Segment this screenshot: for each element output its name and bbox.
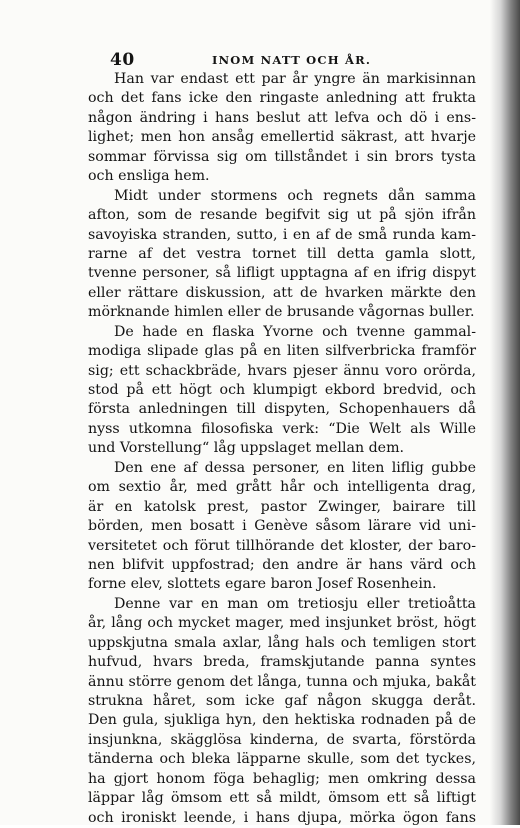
text-line: ännu större genom det långa, tunna och mjuka, bakåt: [88, 673, 476, 690]
text-line: modiga slipade glas på en liten silfverbricka framför: [88, 343, 476, 360]
page-binding-shadow: [490, 0, 520, 825]
text-line: år, lång och mycket mager, med insjunket bröst, högt: [88, 615, 476, 632]
text-line: sommar förvissa sig om tillståndet i sin brors tysta: [88, 148, 476, 165]
text-line: afton, som de resande begifvit sig ut på sjön ifrån: [88, 207, 476, 224]
text-line: Midt under stormens och regnets dån samma: [114, 187, 476, 204]
text-line: läppar låg ömsom ett så mildt, ömsom ett så liftigt: [88, 790, 476, 807]
body-text: [88, 70, 476, 828]
text-line: eller rättare diskussion, att de hvarken märkte den: [88, 284, 476, 301]
text-line: nen blifvit uppfostrad; den andre är hans värd och: [88, 556, 476, 573]
text-line: och ironiskt leende, i hans djupa, mörka ögon fans: [88, 809, 476, 826]
text-line: och ensliga hem.: [88, 168, 210, 185]
text-line: Denne var en man om tretiosju eller tretioåtta: [114, 595, 476, 612]
text-line: und Vorstellung“ låg uppslaget mellan dem.: [88, 440, 405, 457]
text-line: De hade en flaska Yvorne och tvenne gammal-: [114, 323, 476, 340]
text-line: och det fans icke den ringaste anledning att frukta: [88, 90, 476, 107]
text-line: mörknande himlen eller de brusande vågornas buller.: [88, 304, 475, 321]
text-line: hufvud, hvars breda, framskjutande panna syntes: [88, 654, 476, 671]
text-line: versitetet och förut tillhörande det kloster, der baro-: [88, 537, 476, 554]
text-line: stod på ett högt och klumpigt ekbord bredvid, och: [88, 382, 476, 398]
text-line: någon ändring i hans beslut att lefva och dö i ens-: [88, 109, 476, 126]
text-line: tänderna och bleka läpparne skulle, som det tyckes,: [88, 751, 476, 768]
running-head: INOM NATT OCH ÅR.: [212, 53, 372, 67]
text-line: första anledningen till dispyten, Schopenhauers då: [88, 401, 476, 418]
text-line: savoyiska stranden, sutto, i en af de små runda kam-: [88, 226, 476, 243]
text-line: är en katolsk prest, pastor Zwinger, bairare till: [88, 498, 476, 515]
text-line: insjunkna, skägglösa kinderna, de svarta, förstörda: [88, 731, 476, 748]
text-line: rarne af det vestra tornet till detta gamla slott,: [88, 245, 476, 262]
text-line: ha gjort honom föga behaglig; men omkring dessa: [88, 770, 476, 787]
text-line: om sextio år, med grått hår och intelligenta drag,: [88, 479, 476, 496]
text-line: forne elev, slottets egare baron Josef Rosenhein.: [88, 576, 437, 593]
text-line: strukna håret, som icke gaf någon skugga deråt.: [88, 693, 476, 709]
page-header: [0, 46, 520, 68]
text-line: tvenne personer, så lifligt upptagna af en ifrig dispyt: [88, 265, 476, 282]
text-line: nyss utkomna filosofiska verk: “Die Welt als Wille: [88, 420, 476, 437]
text-line: Den ene af dessa personer, en liten liflig gubbe: [114, 459, 476, 476]
page-number: 40: [110, 50, 135, 70]
text-line: Han var endast ett par år yngre än markisinnan: [114, 71, 476, 87]
text-line: uppskjutna smala axlar, lång hals och temligen stort: [88, 634, 476, 651]
text-line: Den gula, sjukliga hyn, den hektiska rodnaden på de: [88, 712, 476, 729]
text-line: börden, men bosatt i Genève såsom lärare vid uni-: [88, 518, 476, 535]
text-line: lighet; men hon ansåg emellertid säkrast, att hvarje: [88, 129, 476, 146]
text-line: sig; ett schackbräde, hvars pjeser ännu voro orörda,: [88, 362, 476, 379]
